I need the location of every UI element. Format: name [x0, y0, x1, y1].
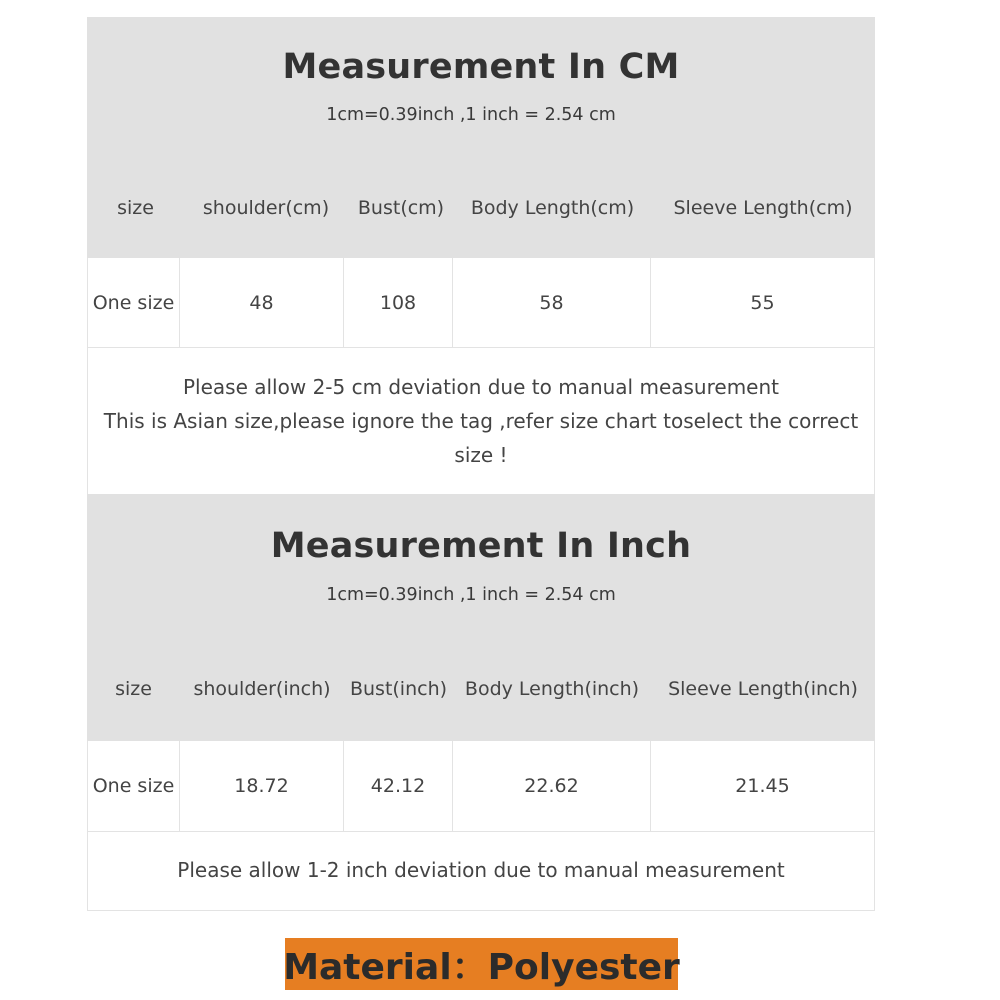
inch-cell-shoulder: 18.72: [180, 741, 344, 832]
table-row: [87, 741, 875, 832]
cm-cell-body-length: 58: [453, 258, 651, 348]
cm-title: Measurement In CM: [282, 47, 680, 87]
cm-note-line-2: This is Asian size,please ignore the tag ,refer size chart toselect the correct size !: [103, 409, 859, 467]
inch-data-row: [87, 741, 875, 832]
cm-cell-size: One size: [87, 258, 180, 348]
inch-cell-bust: 42.12: [344, 741, 453, 832]
inch-note-panel: [87, 832, 875, 911]
inch-column-headers: [87, 668, 875, 710]
cm-header-bust: Bust(cm): [357, 197, 445, 219]
inch-header-panel: [87, 494, 875, 741]
cm-header-shoulder: shoulder(cm): [202, 197, 330, 219]
cm-deviation-note: [100, 370, 862, 472]
cm-header-sleeve-length: Sleeve Length(cm): [673, 197, 853, 219]
cm-header-size: size: [117, 197, 154, 219]
inch-deviation-note: Please allow 1-2 inch deviation due to manual measurement: [177, 858, 785, 882]
inch-title: Measurement In Inch: [270, 526, 692, 566]
cm-header-body-length: Body Length(cm): [470, 197, 635, 219]
inch-header-shoulder: shoulder(inch): [193, 678, 331, 700]
cm-column-headers: [87, 187, 875, 229]
inch-cell-size: One size: [87, 741, 180, 832]
inch-header-body-length: Body Length(inch): [464, 678, 640, 700]
inch-cell-sleeve-length: 21.45: [651, 741, 875, 832]
table-row: [87, 258, 875, 348]
inch-header-size: size: [115, 678, 152, 700]
cm-cell-sleeve-length: 55: [651, 258, 875, 348]
cm-subtitle: 1cm=0.39inch ,1 inch = 2.54 cm: [326, 105, 616, 125]
material-banner: Material：Polyester: [285, 938, 678, 990]
inch-cell-body-length: 22.62: [453, 741, 651, 832]
cm-note-line-1: Please allow 2-5 cm deviation due to manual measurement: [182, 375, 779, 399]
inch-header-bust: Bust(inch): [349, 678, 448, 700]
inch-subtitle: 1cm=0.39inch ,1 inch = 2.54 cm: [326, 585, 616, 605]
inch-header-sleeve-length: Sleeve Length(inch): [668, 678, 858, 700]
cm-data-row: [87, 258, 875, 348]
cm-cell-bust: 108: [344, 258, 453, 348]
cm-note-panel: [87, 348, 875, 494]
cm-cell-shoulder: 48: [180, 258, 344, 348]
cm-header-panel: [87, 17, 875, 258]
